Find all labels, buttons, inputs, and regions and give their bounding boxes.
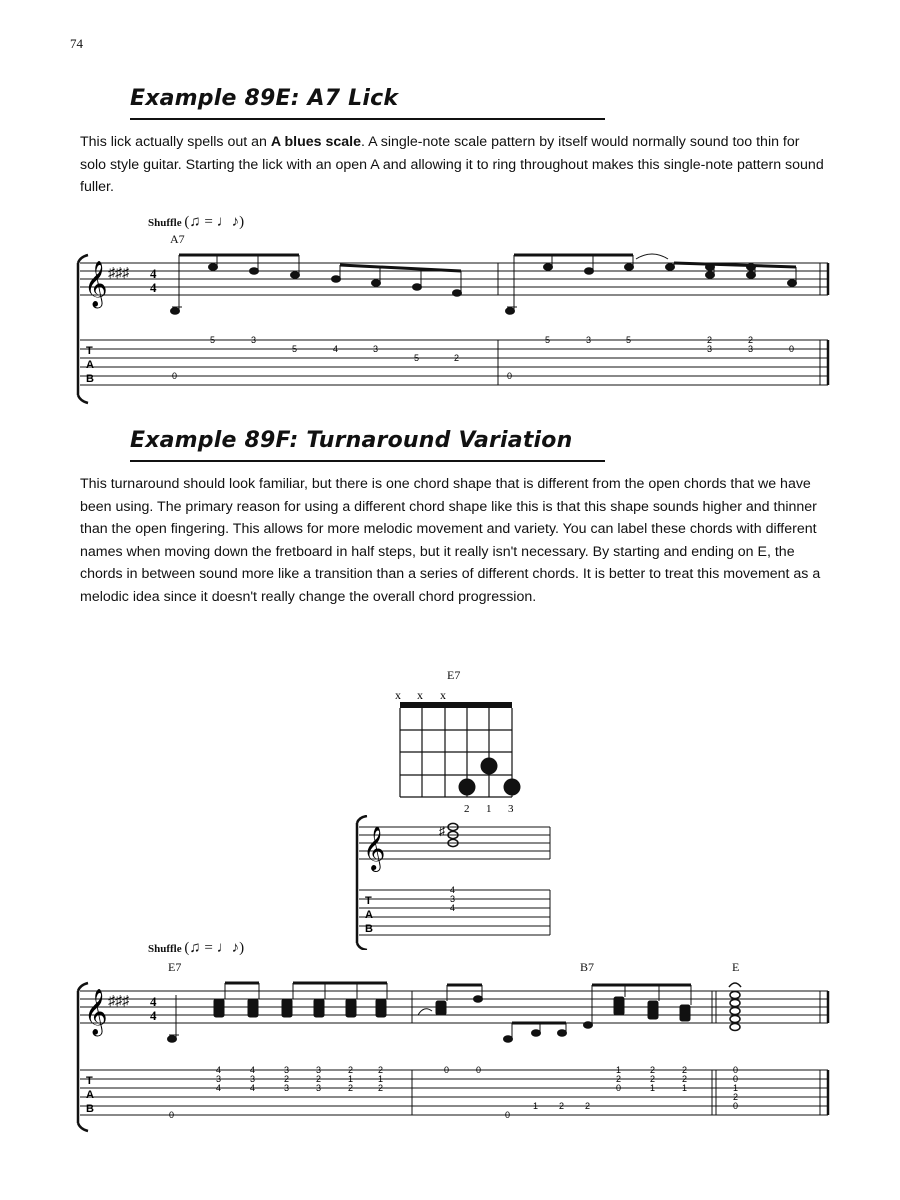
finger-dot-icon	[504, 779, 521, 796]
tempo-label: Shuffle	[148, 217, 182, 229]
fretboard-grid	[400, 708, 512, 797]
tab-number: 3	[316, 1083, 322, 1093]
tab-number: 3	[284, 1065, 290, 1075]
muted-string-icon: x	[417, 688, 423, 702]
chord-label-b7: B7	[580, 960, 595, 974]
svg-text:2: 2	[682, 1065, 688, 1075]
svg-text:1: 1	[650, 1083, 656, 1093]
chord-label-a7: A7	[170, 232, 185, 246]
tab-number: 5	[292, 344, 298, 354]
tab-number: 0	[505, 1110, 511, 1120]
tab-number: 1	[533, 1101, 539, 1111]
tempo-notes: (♫ = ♩♪)	[184, 214, 245, 230]
finger-number: 3	[508, 803, 514, 815]
tab-number: 2	[559, 1101, 565, 1111]
tab-number: 0	[507, 371, 513, 381]
tab-number: 5	[210, 335, 216, 345]
tab-number: 3	[707, 344, 713, 354]
svg-text:2: 2	[650, 1074, 656, 1084]
tab-number: 3	[748, 344, 754, 354]
tab-staff	[80, 1070, 828, 1115]
tab-number: 3	[450, 894, 456, 904]
treble-clef-icon: 𝄞	[84, 989, 108, 1034]
tab-number: 0	[444, 1065, 450, 1075]
finger-number: 1	[486, 803, 492, 815]
tab-number: 4	[216, 1065, 222, 1075]
tab-number: 3	[373, 344, 379, 354]
svg-text:2: 2	[682, 1074, 688, 1084]
tab-number: 3	[250, 1074, 256, 1084]
tab-number: 2	[284, 1074, 290, 1084]
measure-1-notes	[171, 255, 462, 314]
tab-number: 0	[733, 1101, 739, 1111]
tab-number: 1	[378, 1074, 384, 1084]
tempo-notes: (♫ = ♩♪)	[184, 940, 245, 956]
tab-number: 2	[378, 1083, 384, 1093]
time-signature-icon: 4	[150, 266, 157, 281]
tab-number: 2	[585, 1101, 591, 1111]
tab-number: 3	[316, 1065, 322, 1075]
example-89e-description	[80, 131, 825, 199]
tab-number: 4	[250, 1065, 256, 1075]
tab-number: 4	[333, 344, 339, 354]
key-signature-sharps-icon: ♯♯♯	[108, 266, 129, 281]
tab-number: 2	[316, 1074, 322, 1084]
chord-label-e: E	[732, 960, 740, 974]
e7-chord-staff	[345, 815, 565, 950]
tab-number: 3	[251, 335, 257, 345]
tab-number: 1	[348, 1074, 354, 1084]
tab-number: 2	[348, 1083, 354, 1093]
key-signature-sharps-icon: ♯♯♯	[108, 994, 129, 1009]
measure-1-chords	[168, 983, 388, 1042]
tab-number: 4	[216, 1083, 222, 1093]
notation-89e	[0, 245, 900, 410]
tab-letter-b: B	[86, 373, 94, 385]
tab-number: 2	[616, 1074, 622, 1084]
tab-letter-a: A	[86, 1089, 94, 1101]
description-bold-term: A blues scale	[270, 134, 361, 150]
tab-number: 2	[748, 335, 754, 345]
example-89f-description: This turnaround should look familiar, but there is one chord shape that is different from the open chords that we have been using. The primary reason for using a different chord shape like this is that this shape sounds higher and thinner than the open fingering. This allows for more melodic movement and variety. You can label these chords with different names when moving down the fretboard in half steps, but it really isn't necessary. By starting and ending on E, the chords in between sound more like a transition than a series of different chords. It is better to treat this movement as a melodic idea since it doesn't really change the overall chord progression.	[80, 476, 821, 605]
tab-number: 3	[216, 1074, 222, 1084]
sharp-icon: ♯	[439, 824, 445, 838]
description-text-end: . A single-note scale pattern by itself would normally sound too thin for solo style guitar. Starting the lick with an open A and allowing it to ring throughout makes this single-note pattern sound fuller.	[80, 134, 824, 196]
chord-nut	[400, 702, 512, 708]
time-signature-bottom-icon: 4	[150, 280, 157, 295]
tab-stack-extra	[650, 1065, 738, 1102]
tab-letter-b: B	[365, 923, 373, 935]
chord-label-e7: E7	[168, 960, 182, 974]
tab-number: 4	[450, 885, 456, 895]
chord-diagram-label: E7	[447, 668, 461, 682]
finger-number: 2	[464, 803, 470, 815]
treble-clef-icon: 𝄞	[363, 828, 386, 870]
description-text-start: This lick actually spells out an	[80, 134, 271, 150]
tab-letter-t: T	[86, 345, 93, 357]
example-89e-title: Example 89E: A7 Lick	[130, 86, 399, 111]
tempo-marking-89f	[148, 940, 244, 957]
tempo-label: Shuffle	[148, 943, 182, 955]
music-staff	[80, 991, 828, 1023]
svg-text:2: 2	[733, 1092, 739, 1102]
finger-dot-icon	[459, 779, 476, 796]
tab-number: 3	[586, 335, 592, 345]
svg-text:1: 1	[733, 1083, 739, 1093]
tab-number: 0	[172, 371, 178, 381]
muted-string-icon: x	[395, 688, 401, 702]
page-number: 74	[70, 36, 83, 51]
tab-number: 0	[789, 344, 795, 354]
notation-89f	[0, 975, 900, 1135]
tab-number: 2	[348, 1065, 354, 1075]
tab-number: 3	[284, 1083, 290, 1093]
tab-number: 5	[414, 353, 420, 363]
tab-number: 5	[545, 335, 551, 345]
finger-dot-icon	[481, 758, 498, 775]
time-signature-icon: 4	[150, 994, 157, 1009]
tab-letter-b: B	[86, 1103, 94, 1115]
svg-text:2: 2	[650, 1065, 656, 1075]
tab-letter-a: A	[86, 359, 94, 371]
muted-string-icon: x	[440, 688, 446, 702]
example-89e-title-rule	[130, 118, 605, 120]
example-89f-title-rule	[130, 460, 605, 462]
tab-number: 1	[616, 1065, 622, 1075]
example-89f-title: Example 89F: Turnaround Variation	[130, 428, 573, 453]
tab-number: 0	[169, 1110, 175, 1120]
tab-number: 2	[707, 335, 713, 345]
tab-number: 0	[476, 1065, 482, 1075]
time-signature-bottom-icon: 4	[150, 1008, 157, 1023]
svg-text:1: 1	[682, 1083, 688, 1093]
e7-chord-diagram	[385, 685, 525, 815]
measure-2-notes	[418, 985, 691, 1042]
treble-clef-icon: 𝄞	[84, 261, 108, 306]
tab-number: 2	[454, 353, 460, 363]
tab-letter-a: A	[365, 909, 373, 921]
tab-letter-t: T	[365, 895, 372, 907]
tab-number: 5	[626, 335, 632, 345]
tempo-marking-89e	[148, 214, 244, 231]
tab-number: 4	[450, 903, 456, 913]
tab-number: 2	[378, 1065, 384, 1075]
svg-text:0: 0	[733, 1074, 739, 1084]
svg-text:0: 0	[733, 1065, 739, 1075]
tab-number: 4	[250, 1083, 256, 1093]
tab-number: 0	[616, 1083, 622, 1093]
tab-letter-t: T	[86, 1075, 93, 1087]
